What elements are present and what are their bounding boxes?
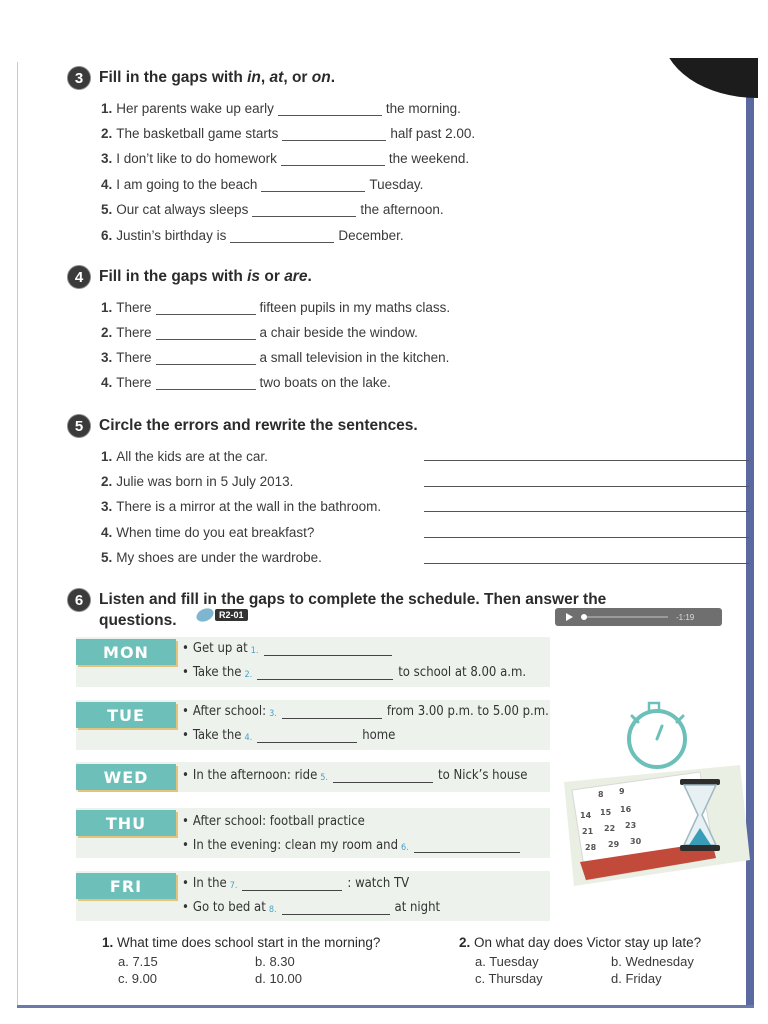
exercise-item: 4. There two boats on the lake. <box>101 375 391 390</box>
answer-option[interactable]: c. Thursday <box>475 971 543 986</box>
section-3-title: Fill in the gaps with in, at, or on. <box>99 69 335 86</box>
exercise-item: 1. All the kids are at the car. <box>101 449 268 464</box>
answer-option[interactable]: b. Wednesday <box>611 954 694 969</box>
exercise-item: 6. Justin’s birthday is December. <box>101 228 404 243</box>
schedule-line: • Take the 2. to school at 8.00 a.m. <box>182 665 527 680</box>
svg-text:16: 16 <box>620 805 632 814</box>
exercise-item: 2. There a chair beside the window. <box>101 325 418 340</box>
svg-text:21: 21 <box>582 827 594 836</box>
track-code: R2-01 <box>215 609 248 621</box>
section-number-badge: 4 <box>68 266 90 288</box>
question-1: 1. What time does school start in the morning? <box>102 935 381 950</box>
exercise-item: 2. Julie was born in 5 July 2013. <box>101 474 294 489</box>
calendar-icon <box>564 765 750 886</box>
exercise-item: 4. I am going to the beach Tuesday. <box>101 177 424 192</box>
answer-option[interactable]: b. 8.30 <box>255 954 295 969</box>
exercise-item: 4. When time do you eat breakfast? <box>101 525 315 540</box>
section-number-badge: 6 <box>68 589 90 611</box>
day-label: MON <box>76 639 176 665</box>
schedule-line: • Go to bed at 8. at night <box>182 900 441 915</box>
answer-option[interactable]: d. Friday <box>611 971 662 986</box>
schedule-line: • After school: football practice <box>182 814 365 829</box>
exercise-item: 3. There a small television in the kitchen. <box>101 350 450 365</box>
day-label: TUE <box>76 702 176 728</box>
exercise-item: 3. There is a mirror at the wall in the bathroom. <box>101 499 382 514</box>
answer-option[interactable]: d. 10.00 <box>255 971 302 986</box>
schedule-line: • Take the 4. home <box>182 728 396 743</box>
day-label: WED <box>76 764 176 790</box>
section-number-badge: 3 <box>68 67 90 89</box>
section-4-title: Fill in the gaps with is or are. <box>99 268 312 285</box>
exercise-item: 1. There fifteen pupils in my maths class. <box>101 300 451 315</box>
svg-text:15: 15 <box>600 808 612 817</box>
svg-text:23: 23 <box>625 821 637 830</box>
schedule-line: • In the afternoon: ride 5. to Nick’s house <box>182 768 528 783</box>
answer-option[interactable]: c. 9.00 <box>118 971 158 986</box>
exercise-item: 2. The basketball game starts half past 2.00. <box>101 126 476 141</box>
svg-text:9: 9 <box>619 787 625 796</box>
question-2: 2. On what day does Victor stay up late? <box>459 935 702 950</box>
schedule-line: • After school: 3. from 3.00 p.m. to 5.00 p.m. <box>182 704 549 719</box>
svg-text:8: 8 <box>598 790 604 799</box>
schedule-line: • Get up at 1. <box>182 641 397 656</box>
stopwatch-icon <box>629 703 685 767</box>
exercise-item: 3. I don’t like to do homework the weekend. <box>101 151 470 166</box>
section-6-title: Listen and fill in the gaps to complete the schedule. Then answer the questions. <box>99 591 607 629</box>
svg-text:22: 22 <box>604 824 616 833</box>
svg-text:14: 14 <box>580 811 592 820</box>
exercise-item: 5. Our cat always sleeps the afternoon. <box>101 202 444 217</box>
schedule-line: • In the evening: clean my room and 6. <box>182 838 525 853</box>
svg-text:29: 29 <box>608 840 620 849</box>
exercise-item: 5. My shoes are under the wardrobe. <box>101 550 322 565</box>
section-5-title: Circle the errors and rewrite the sentences. <box>99 417 418 434</box>
answer-option[interactable]: a. Tuesday <box>475 954 539 969</box>
section-number-badge: 5 <box>68 415 90 437</box>
answer-option[interactable]: a. 7.15 <box>118 954 158 969</box>
exercise-item: 1. Her parents wake up early the morning. <box>101 101 461 116</box>
day-label: THU <box>76 810 176 836</box>
day-label: FRI <box>76 873 176 899</box>
schedule-line: • In the 7. : watch TV <box>182 876 410 891</box>
svg-text:30: 30 <box>630 837 642 846</box>
svg-text:28: 28 <box>585 843 597 852</box>
audio-time: -1:19 <box>676 612 695 622</box>
